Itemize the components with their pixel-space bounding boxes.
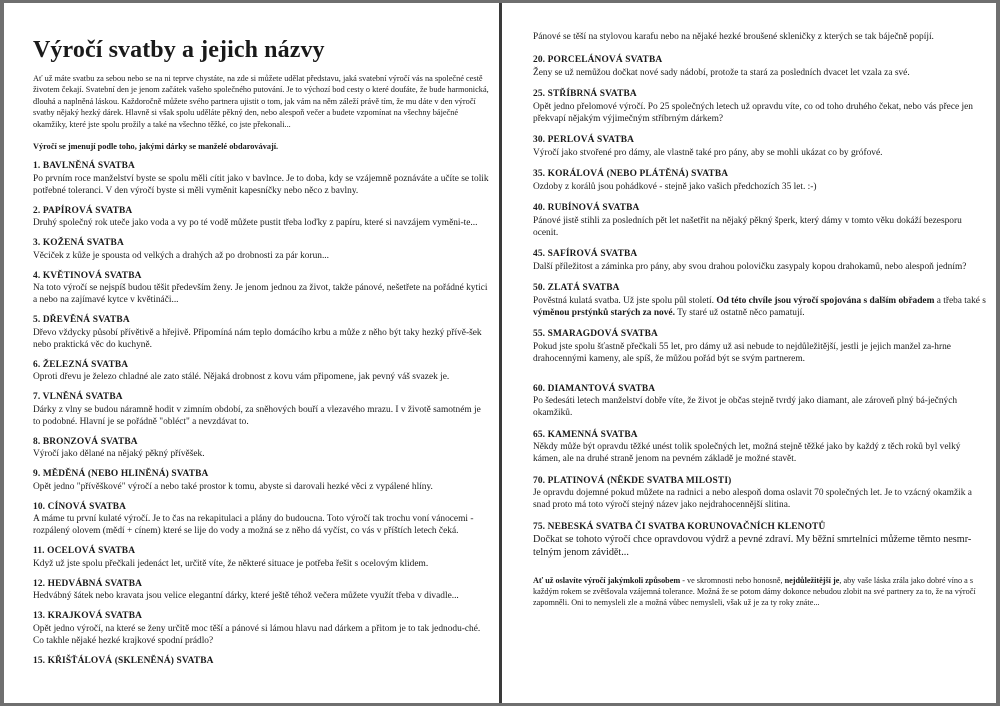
section-text: Ozdoby z korálů jsou pohádkové - stejně jako vašich předchozích 35 let. :-)	[533, 181, 817, 192]
anniversary-section	[533, 476, 986, 512]
anniversary-section	[533, 249, 986, 273]
section-heading: 1. BAVLNĚNÁ SVATBA	[33, 161, 135, 172]
section-text: Když už jste spolu přečkali jedenáct let, určitě víte, že některé situace je potřeba řešit s ocelovým klidem.	[33, 558, 429, 569]
section-text: Výročí jako stvořené pro dámy, ale vlastně také pro pány, aby se mohli ukázat co by grófové.	[533, 147, 883, 158]
section-heading: 40. RUBÍNOVÁ SVATBA	[533, 203, 640, 213]
section-text: Opět jedno výročí, na které se ženy určitě moc těší a pánové si lámou hlavu nad dárkem a přitom je to tak jednodu-ché. Co takhle nějaké hezké krajkové spodní prádlo?	[33, 623, 481, 646]
section-text: Pánové jistě stihli za posledních pět let našetřit na nějaký pěkný šperk, který dámy v tomto věku dokáží bezesporu ocenit.	[533, 215, 962, 238]
section-heading: 12. HEDVÁBNÁ SVATBA	[33, 578, 143, 589]
section-text: Dárky z vlny se budou náramně hodit v zimním období, za sněhových bouří a vlezavého mrazu. I v životě samotném je to podobné. Hlavní je se pořádně "obléct" a nevzdávat to.	[33, 404, 481, 427]
section-heading: 6. ŽELEZNÁ SVATBA	[33, 359, 129, 370]
closing-paragraph	[533, 575, 986, 608]
section-heading: 60. DIAMANTOVÁ SVATBA	[533, 383, 656, 394]
anniversary-section	[33, 579, 489, 603]
anniversary-section	[533, 203, 986, 239]
section-text: Je opravdu dojemné pokud můžete na radnici a nebo alespoň doma oslavit 70 společných let. Je to vzácný okamžik a snad proto má toto výročí stejný název jako nejdrahocennější slitina.	[533, 488, 972, 510]
section-heading: 50. ZLATÁ SVATBA	[533, 283, 620, 293]
section-text: Hedvábný šátek nebo kravata jsou velice elegantní dárky, které ještě téhož večera můžete využít třeba v divadle...	[33, 591, 459, 602]
anniversary-section	[33, 271, 489, 307]
anniversary-section	[33, 238, 489, 262]
section-heading: 9. MĚDĚNÁ (NEBO HLINĚNÁ) SVATBA	[33, 469, 209, 480]
anniversary-section	[533, 55, 986, 79]
anniversary-section	[33, 469, 489, 493]
continued-text: Pánové se těší na stylovou karafu nebo na nějaké hezké broušené skleničky z kterých se tak báječně popíjí.	[533, 32, 934, 42]
anniversary-section	[33, 611, 489, 647]
section-text: Věciček z kůže je spousta od velkých a drahých až po drobnosti za pár korun...	[33, 250, 329, 261]
section-heading: 11. OCELOVÁ SVATBA	[33, 546, 136, 557]
anniversary-section	[33, 437, 489, 461]
section-heading: 70. PLATINOVÁ (NĚKDE SVATBA MILOSTI)	[533, 475, 732, 486]
section-heading: 35. KORÁLOVÁ (NEBO PLÁTĚNÁ) SVATBA	[533, 169, 729, 179]
section-text: Výročí jako dělané na nějaký pěkný přívěšek.	[33, 449, 205, 460]
section-heading: 8. BRONZOVÁ SVATBA	[33, 436, 138, 447]
document-page-left	[4, 3, 499, 703]
section-text: Další příležitost a záminka pro pány, aby svou drahou polovičku zasypaly kopou drahokamů, nebo alespoň jedním?	[533, 261, 967, 272]
text-run: a třeba také s	[934, 295, 986, 306]
anniversary-section	[33, 161, 489, 197]
section-text: Opět jedno přelomové výročí. Po 25 společných letech už opravdu víte, co od toho druhého čekat, nebo vás přece jen překvapí nějakým výjimečným stříbrným dárkem?	[533, 101, 973, 124]
anniversary-section	[533, 283, 986, 319]
section-heading: 5. DŘEVĚNÁ SVATBA	[33, 315, 130, 326]
section-text: Dočkat se tohoto výročí chce opravdovou výdrž a pevné zdraví. My běžní smrtelníci můžeme těmto nesmr-telným jenom závidět...	[533, 534, 972, 558]
section-heading: 75. NEBESKÁ SVATBA ČI SVATBA KORUNOVAČNÍCH KLENOTŮ	[533, 521, 826, 532]
section-text: Opět jedno "přívěškové" výročí a nebo také prostor k tomu, abyste si darovali hezké věci z vypálené hlíny.	[33, 481, 433, 492]
anniversary-section	[533, 169, 986, 193]
text-run: Pověstná kulatá svatba. Už jste spolu půl století.	[533, 295, 717, 306]
section-text: Po prvním roce manželství byste se spolu měli cítit jako v bavlnce. Je to doba, kdy se vzájemně poznáváte a učíte se tolik potřebné toleranci. V den výročí byste si měli vyměnit kapesníčky nebo něco z bavlny.	[33, 173, 489, 196]
document-page-right	[502, 3, 996, 703]
section-heading: 4. KVĚTINOVÁ SVATBA	[33, 270, 142, 281]
section-heading: 10. CÍNOVÁ SVATBA	[33, 501, 127, 512]
section-text	[533, 295, 986, 319]
section-heading: 20. PORCELÁNOVÁ SVATBA	[533, 55, 663, 65]
intro-paragraph: Ať už máte svatbu za sebou nebo se na ni teprve chystáte, na zde si můžete udělat představu, jaká svatební výročí vás na společné cestě životem čekají. Svatební den je jenom začátek vašeho společného putování. Je to výchozí bod cesty o které doufáte, že bude harmonická, dlouhá a naplněná láskou. Každoročně můžete svého partnera ujistit o tom, jak vám na něm záleží právě tím, že mu dáte v den výročí svatby nějaký hezký dárek. Hlavně si však spolu uděláte pěkný den, nebo alespoň večer a budete vzpomínat na všechny báječné okamžiky, které jste spolu prožily a také na všechno těžké, co jste překonali...	[33, 74, 489, 129]
section-text: Po šedesáti letech manželství dobře víte, že život je občas stejně tvrdý jako diamant, ale zároveň plný bá-ječných okamžiků.	[533, 396, 958, 418]
section-text: Druhý společný rok uteče jako voda a vy po té vodě můžete pustit třeba loďky z papíru, které si navzájem vyměni-te...	[33, 218, 478, 229]
section-heading: 30. PERLOVÁ SVATBA	[533, 135, 635, 145]
bold-run: výměnou prstýnků starých za nové.	[533, 307, 675, 318]
section-text: Dřevo vždycky působí přívětivě a hřejivě. Připomíná nám teplo domácího krbu a může z něho být taky hezký přívě-šek nebo praktická věc do kuchyně.	[33, 327, 482, 350]
anniversary-section	[33, 392, 489, 428]
anniversary-section	[533, 89, 986, 125]
section-heading: 65. KAMENNÁ SVATBA	[533, 429, 638, 440]
bold-run: Od této chvíle jsou výročí spojována s dalším obřadem	[716, 295, 935, 306]
anniversary-section	[533, 384, 986, 420]
text-run: - ve skromnosti nebo honosně,	[680, 576, 785, 585]
section-heading: 45. SAFÍROVÁ SVATBA	[533, 249, 638, 259]
section-text: Ženy se už nemůžou dočkat nové sady nádobí, protože ta stará za posledních dvacet let vzala za své.	[533, 67, 910, 78]
bold-run: Ať už oslavíte výročí jakýmkoli způsobem	[533, 576, 681, 585]
anniversary-section	[533, 135, 986, 159]
anniversary-section	[533, 522, 986, 560]
section-text: Na toto výročí se nejspíš budou těšit především ženy. Je jenom jednou za život, takže pánové, nešetřete na pořádné kytici a nebo na zajímavé kytce v květináči...	[33, 283, 488, 306]
section-heading: 55. SMARAGDOVÁ SVATBA	[533, 329, 658, 339]
section-heading: 15. KŘIŠŤÁLOVÁ (SKLENĚNÁ) SVATBA	[33, 655, 214, 666]
section-text: Někdy může být opravdu těžké unést tolik společných let, možná stejně těžké jako by každý z těch roků byl velký kámen, ale na druhé straně jenom na pevném základě je možné stavět.	[533, 442, 961, 464]
section-heading: 13. KRAJKOVÁ SVATBA	[33, 611, 143, 622]
section-heading: 3. KOŽENÁ SVATBA	[33, 238, 124, 249]
anniversary-section	[533, 430, 986, 466]
section-heading: 2. PAPÍROVÁ SVATBA	[33, 205, 133, 216]
page-title: Výročí svatby a jejich názvy	[33, 37, 325, 63]
lead-sentence: Výročí se jmenují podle toho, jakými dárky se manželé obdarovávají.	[33, 142, 279, 152]
section-text: Oproti dřevu je železo chladné ale zato stálé. Nějaká drobnost z kovu vám připomene, jak pevný váš svazek je.	[33, 372, 450, 383]
text-run: Ty staré už ostatně něco pamatují.	[674, 307, 805, 318]
anniversary-section	[33, 546, 489, 570]
text-run: , aby vaše láska zrála jako dobré víno a s každým rokem se zvětšovala vzájemná tolerance. Možná že se potom dámy dokonce nebudou zlobit na své partnery za to, že na výročí zapomněli. Oni to nemysleli zle a možná vůbec nemysleli, však už je za ty roky znáte...	[533, 576, 976, 607]
section-heading: 7. VLNĚNÁ SVATBA	[33, 392, 123, 403]
anniversary-section	[33, 206, 489, 230]
section-text: A máme tu první kulaté výročí. Je to čas na rekapitulaci a plány do budoucna. Toto výročí tak trochu voní vánocemi - rozpálený olovem (mědí + cínem) které se lije do vody a možná se z něho dá vyčíst, co vás v příštích letech čeká.	[33, 514, 474, 537]
anniversary-section	[33, 656, 489, 668]
anniversary-section	[33, 315, 489, 351]
section-heading: 25. STŘÍBRNÁ SVATBA	[533, 89, 637, 99]
section-text: Pokud jste spolu šťastně přečkali 55 let, pro dámy už asi nebude to nejdůležitější, jestli je jejich manžel za-hrne drahocennými kameny, ale spíš, že můžou pořád být se svým partnerem.	[533, 341, 951, 364]
anniversary-section	[33, 502, 489, 538]
bold-run: nejdůležitější je	[784, 576, 840, 585]
anniversary-section	[33, 360, 489, 384]
anniversary-section	[533, 329, 986, 365]
